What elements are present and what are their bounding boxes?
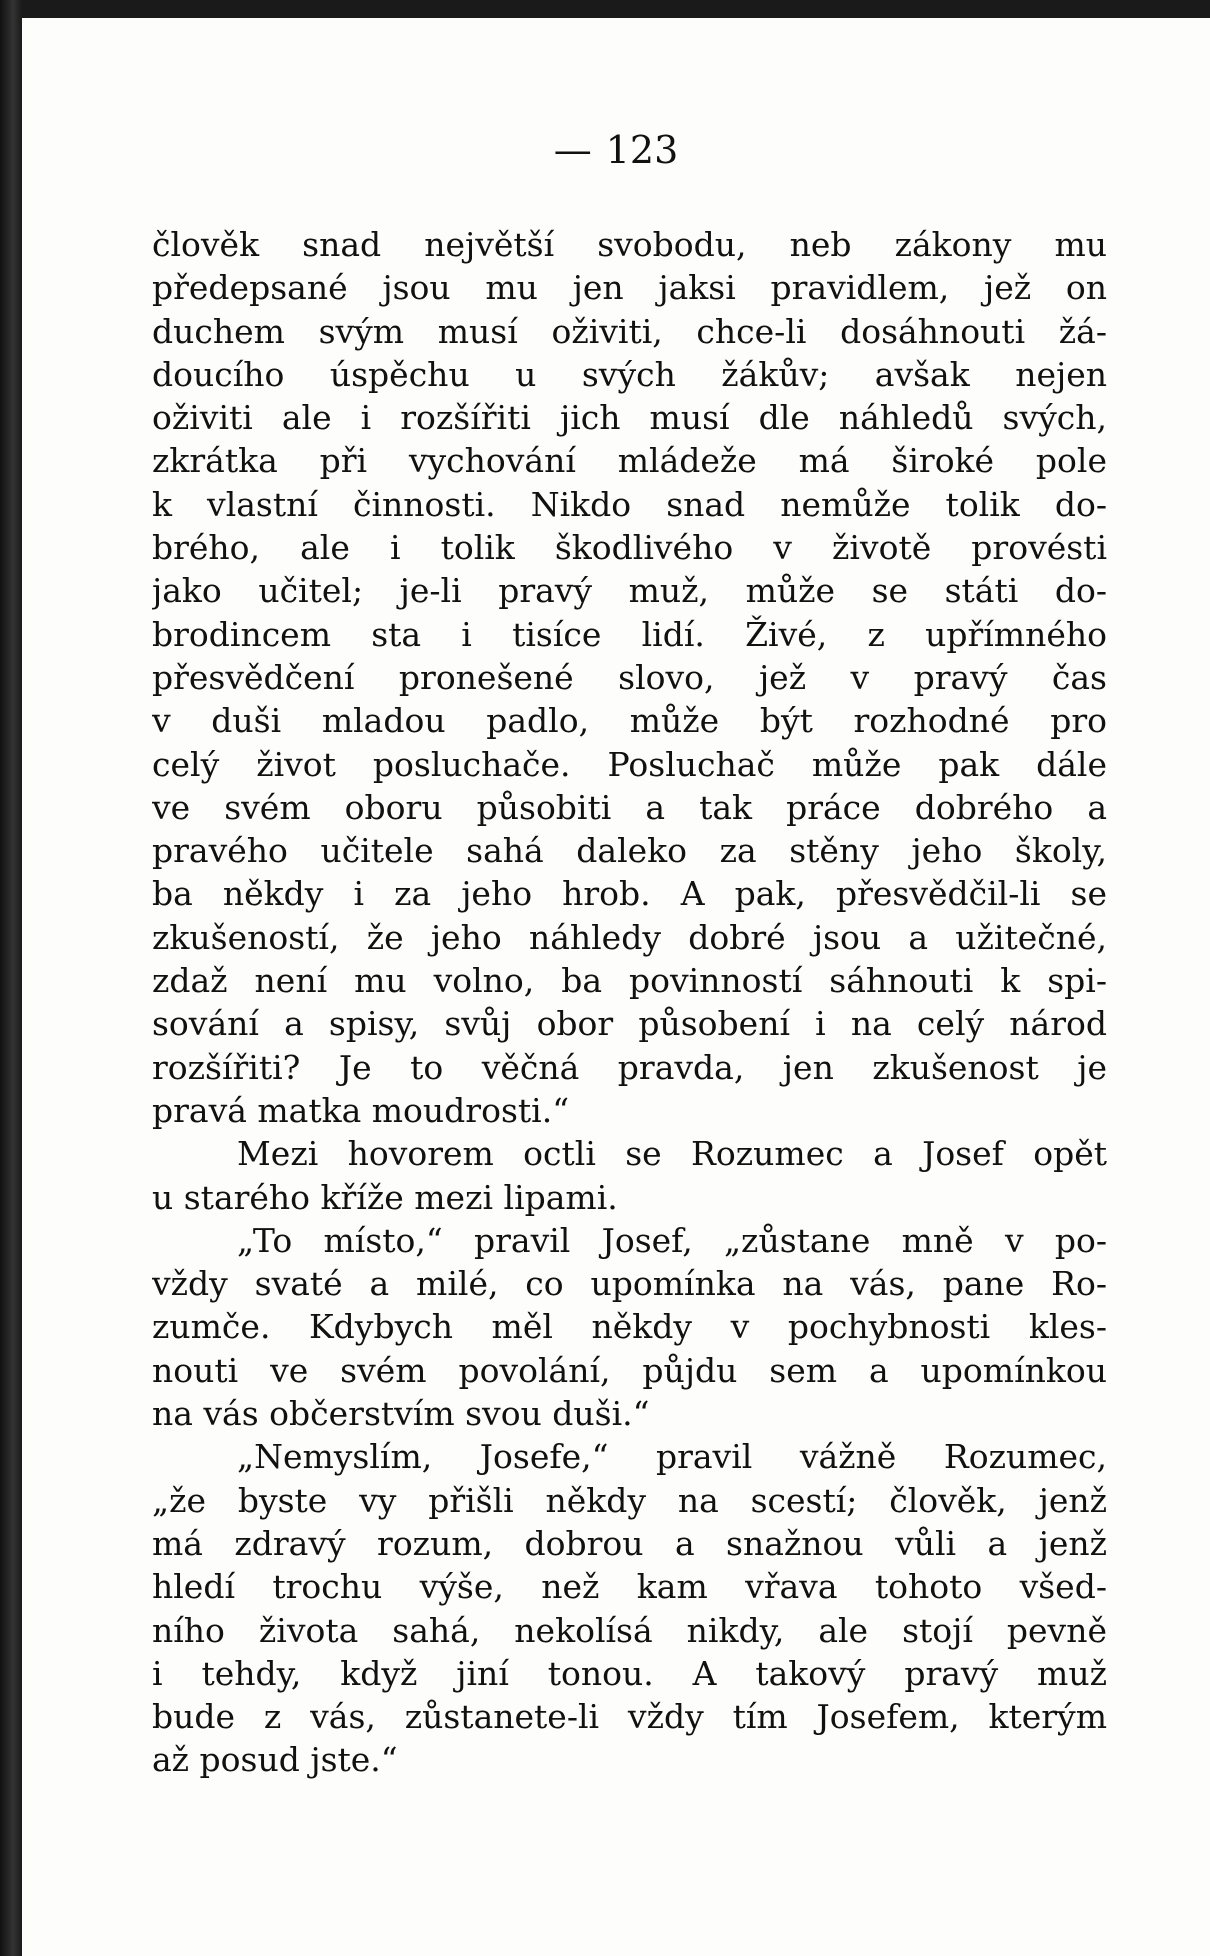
text-line: ního života sahá, nekolísá nikdy, ale stojí pevně	[152, 1610, 1107, 1650]
page-number: 123	[605, 128, 679, 172]
text-line: sování a spisy, svůj obor působení i na celý národ	[152, 1004, 1107, 1044]
text-line: hledí trochu výše, než kam vřava tohoto všed-	[152, 1567, 1107, 1607]
text-line: vždy svaté a milé, co upomínka na vás, pane Ro-	[152, 1264, 1107, 1304]
text-line: doucího úspěchu u svých žákův; avšak nejen	[152, 354, 1107, 394]
text-line: až posud jste.“	[152, 1740, 398, 1780]
text-line: zdaž není mu volno, ba povinností sáhnouti k spi-	[152, 961, 1107, 1001]
text-line: jako učitel; je-li pravý muž, může se státi do-	[152, 571, 1107, 611]
text-line: „Nemyslím, Josefe,“ pravil vážně Rozumec,	[237, 1437, 1107, 1477]
header-dash: —	[553, 128, 592, 172]
text-line: Mezi hovorem octli se Rozumec a Josef opět	[237, 1134, 1107, 1174]
text-line: brodincem sta i tisíce lidí. Živé, z upřímného	[152, 614, 1107, 654]
page-header	[22, 128, 1210, 172]
text-line: na vás občerstvím svou duši.“	[152, 1394, 650, 1434]
text-line: „To místo,“ pravil Josef, „zůstane mně v po-	[237, 1220, 1107, 1260]
scan-top-edge	[0, 0, 1210, 18]
text-line: ba někdy i za jeho hrob. A pak, přesvědčil-li se	[152, 874, 1107, 914]
text-line: brého, ale i tolik škodlivého v životě provésti	[152, 528, 1107, 568]
text-line: u starého kříže mezi lipami.	[152, 1177, 618, 1217]
text-line: přesvědčení pronešené slovo, jež v pravý čas	[152, 657, 1107, 697]
text-line: zumče. Kdybych měl někdy v pochybnosti kles-	[152, 1307, 1107, 1347]
text-line: duchem svým musí oživiti, chce-li dosáhnouti žá-	[152, 311, 1107, 351]
text-line: předepsané jsou mu jen jaksi pravidlem, jež on	[152, 268, 1107, 308]
text-line: zkrátka při vychování mládeže má široké pole	[152, 441, 1107, 481]
text-line: bude z vás, zůstanete-li vždy tím Josefem, kterým	[152, 1697, 1107, 1737]
text-line: k vlastní činnosti. Nikdo snad nemůže tolik do-	[152, 484, 1107, 524]
text-line: rozšířiti? Je to věčná pravda, jen zkušenost je	[152, 1047, 1107, 1087]
text-line: v duši mladou padlo, může být rozhodné pro	[152, 701, 1107, 741]
text-line: člověk snad největší svobodu, neb zákony mu	[152, 225, 1107, 264]
text-line: nouti ve svém povolání, půjdu sem a upomínkou	[152, 1350, 1107, 1390]
text-line: pravého učitele sahá daleko za stěny jeho školy,	[152, 831, 1107, 871]
book-page	[22, 18, 1210, 1956]
body-text	[152, 223, 1107, 1782]
text-line: pravá matka moudrosti.“	[152, 1090, 570, 1130]
text-line: „že byste vy přišli někdy na scestí; člověk, jenž	[152, 1480, 1107, 1520]
text-line: celý život posluchače. Posluchač může pak dále	[152, 744, 1107, 784]
text-line: oživiti ale i rozšířiti jich musí dle náhledů svých,	[152, 398, 1107, 438]
scan-left-edge	[0, 0, 22, 1956]
text-line: zkušeností, že jeho náhledy dobré jsou a užitečné,	[152, 917, 1107, 957]
text-line: ve svém oboru působiti a tak práce dobrého a	[152, 787, 1107, 827]
text-line: i tehdy, když jiní tonou. A takový pravý muž	[152, 1653, 1107, 1693]
text-line: má zdravý rozum, dobrou a snažnou vůli a jenž	[152, 1523, 1107, 1563]
